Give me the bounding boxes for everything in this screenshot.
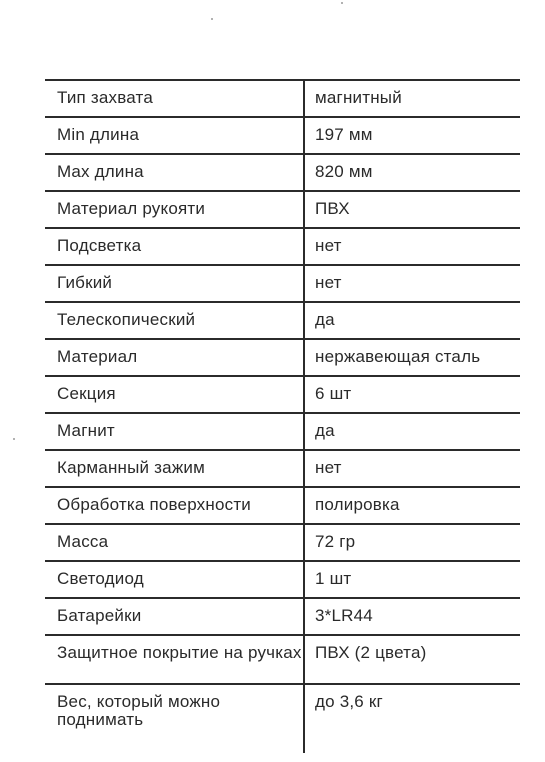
scan-speck [13, 438, 15, 440]
spec-label: Батарейки [45, 598, 304, 635]
spec-row-telescopic [45, 302, 520, 339]
spec-value: до 3,6 кг [304, 684, 520, 753]
spec-label: Вес, который можно поднимать [45, 684, 304, 753]
spec-row-weight [45, 524, 520, 561]
spec-label: Обработка поверхности [45, 487, 304, 524]
spec-label: Светодиод [45, 561, 304, 598]
spec-row-handle-coating [45, 635, 520, 684]
spec-value: нет [304, 228, 520, 265]
spec-value: ПВХ (2 цвета) [304, 635, 520, 684]
spec-row-batteries [45, 598, 520, 635]
spec-row-pocket-clip [45, 450, 520, 487]
spec-label: Защитное покрытие на ручках [45, 635, 304, 684]
spec-value: ПВХ [304, 191, 520, 228]
spec-row-handle-material [45, 191, 520, 228]
spec-row-surface-finish [45, 487, 520, 524]
scan-speck [341, 2, 343, 4]
spec-row-backlight [45, 228, 520, 265]
scan-speck [211, 18, 213, 20]
spec-label: Материал [45, 339, 304, 376]
spec-row-max-length [45, 154, 520, 191]
spec-value: да [304, 302, 520, 339]
spec-value: 1 шт [304, 561, 520, 598]
spec-row-flexible [45, 265, 520, 302]
spec-label: Секция [45, 376, 304, 413]
spec-label: Min длина [45, 117, 304, 154]
spec-value: нет [304, 265, 520, 302]
spec-label: Масса [45, 524, 304, 561]
spec-label: Карманный зажим [45, 450, 304, 487]
spec-row-material [45, 339, 520, 376]
spec-label: Подсветка [45, 228, 304, 265]
spec-value: 197 мм [304, 117, 520, 154]
spec-label: Материал рукояти [45, 191, 304, 228]
spec-label: Max длина [45, 154, 304, 191]
spec-value: нержавеющая сталь [304, 339, 520, 376]
spec-value: да [304, 413, 520, 450]
spec-row-min-length [45, 117, 520, 154]
spec-value: 6 шт [304, 376, 520, 413]
spec-value: 820 мм [304, 154, 520, 191]
spec-label: Гибкий [45, 265, 304, 302]
spec-row-sections [45, 376, 520, 413]
spec-row-grip-type [45, 80, 520, 117]
spec-label: Тип захвата [45, 80, 304, 117]
spec-label: Телескопический [45, 302, 304, 339]
spec-value: нет [304, 450, 520, 487]
spec-row-led [45, 561, 520, 598]
specifications-table [45, 79, 520, 753]
spec-value: полировка [304, 487, 520, 524]
spec-row-max-lift-weight [45, 684, 520, 753]
spec-value: 3*LR44 [304, 598, 520, 635]
spec-row-magnet [45, 413, 520, 450]
spec-value: магнитный [304, 80, 520, 117]
spec-label: Магнит [45, 413, 304, 450]
spec-value: 72 гр [304, 524, 520, 561]
